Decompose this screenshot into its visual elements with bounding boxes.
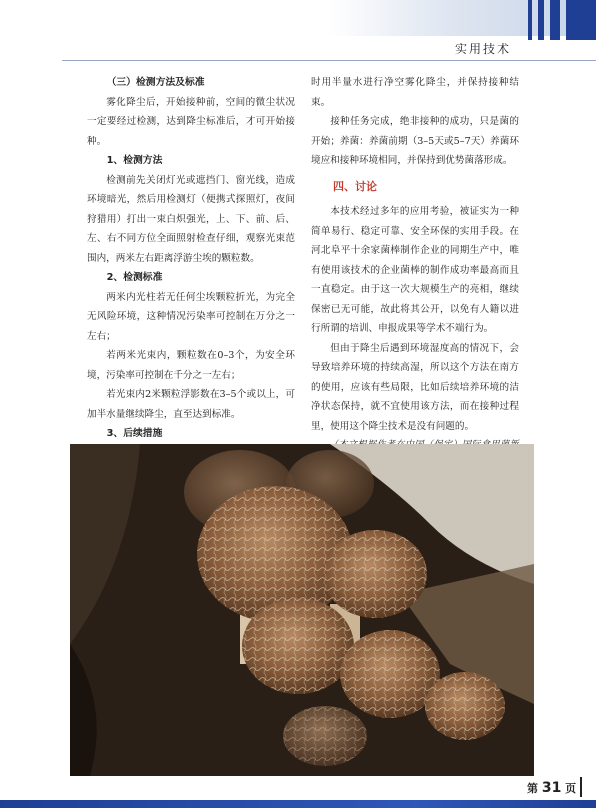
paragraph: 接种任务完成，绝非接种的成功，只是菌的开始；养菌：养菌前期（3–5天或5–7天）养菌环境应和接种环境相同，并保持到优势菌落形成。	[311, 116, 519, 166]
heading-method: （三）检测方法及标准	[106, 77, 205, 88]
mushroom-photo	[70, 444, 534, 776]
page-number	[527, 780, 576, 796]
header-stripes	[506, 0, 596, 40]
left-column	[87, 73, 295, 483]
section-title: 实用技术	[455, 42, 512, 56]
heading-discussion: 四、讨论	[333, 179, 377, 193]
paragraph: 若光束内2米颗粒浮影数在3–5个或以上，可加半水量继续降尘，直至达到标准。	[87, 389, 295, 420]
paragraph: 两米内光柱若无任何尘埃颗粒折光，为完全无风险环境，这种情况污染率可控制在万分之一左右；	[87, 291, 295, 342]
page-num: 31	[541, 780, 562, 796]
paragraph: 本技术经过多年的应用考验，被证实为一种简单易行、稳定可靠、安全环保的实用手段。在河北阜平十余家菌棒制作企业的同期生产中，唯有使用该技术的企业菌棒的制作成功率最高而且一直稳定。由于这一次大规模生产的亮相，继续保密已无可能，故此将其公开，以免有人籍以进行所谓的培训、申报成果等学术不端行为。	[311, 206, 519, 334]
footer-band	[0, 800, 596, 808]
footer-marker	[580, 777, 582, 797]
right-column	[311, 73, 519, 495]
heading-followup: 3、后续措施	[106, 428, 163, 439]
paragraph: 检测前先关闭灯光或遮挡门、窗光线，造成环境暗光，然后用检测灯（便携式探照灯，夜间狩猎用）打出一束白炽强光，上、下、前、后、左、右不同方位全面照射检查仔细，观察光束范围内，两米左右距离浮游尘埃的颗粒数。	[87, 174, 295, 264]
paragraph: 若两米光束内，颗粒数在0–3个，为安全环境，污染率可控制在千分之一左右；	[87, 350, 295, 381]
header-rule	[62, 60, 596, 61]
heading-detect-method: 1、检测方法	[106, 155, 163, 166]
page-prefix: 第	[527, 782, 538, 795]
paragraph: 雾化降尘后，开始接种前，空间的微尘状况一定要经过检测，达到降尘标准后，才可开始接种。	[87, 96, 295, 147]
paragraph: 但由于降尘后遇到环境湿度高的情况下，会导致培养环境的持续高湿，所以这个方法在南方的使用，应该有些局限，比如后续培养环境的洁净状态保持，就不宜使用该方法，而在接种过程里，使用这个降尘技术是没有问题的。	[311, 342, 519, 432]
paragraph: 时用半量水进行净空雾化降尘，并保持接种结束。	[311, 77, 519, 108]
page-suffix: 页	[565, 782, 577, 795]
heading-detect-standard: 2、检测标准	[106, 272, 163, 283]
